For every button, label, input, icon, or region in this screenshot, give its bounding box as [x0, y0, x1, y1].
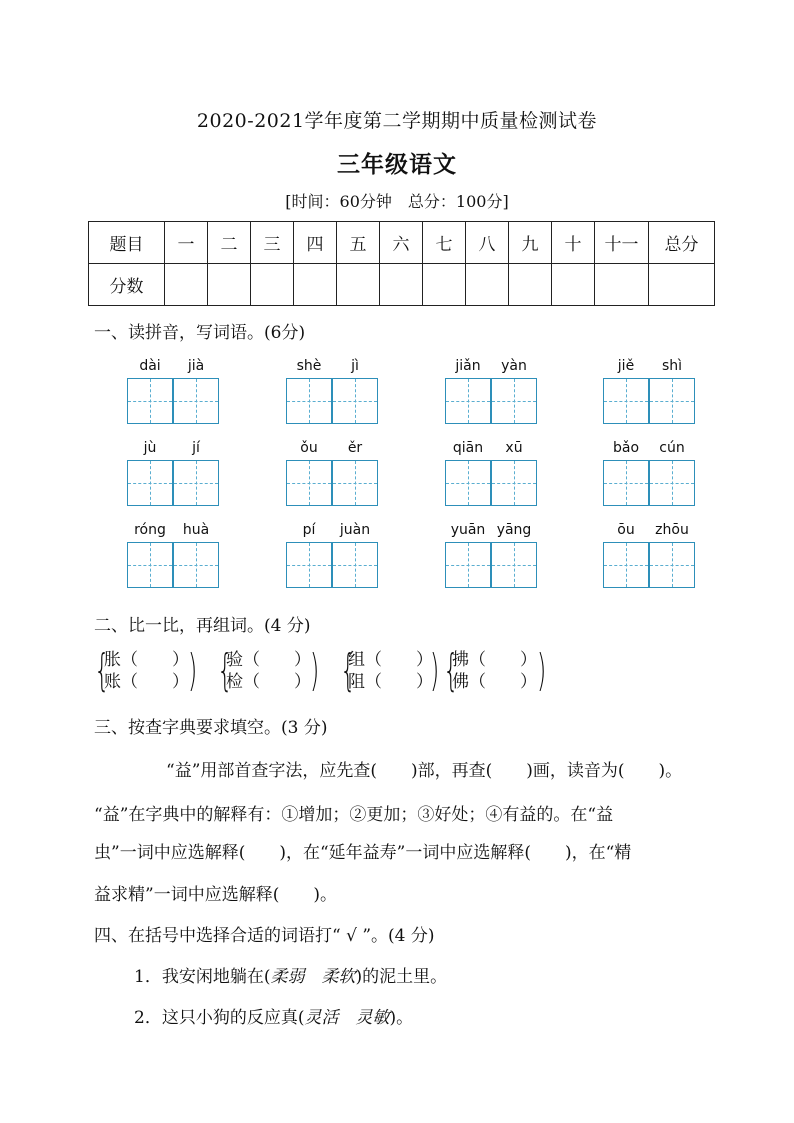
score-cell[interactable]: [509, 264, 552, 306]
pinyin-label: róng: [134, 522, 166, 538]
brace-right: ): [187, 645, 198, 696]
table-cell: 十一: [595, 222, 649, 264]
table-cell: 题目: [89, 222, 165, 264]
pinyin-label: zhōu: [655, 522, 689, 538]
compare-item[interactable]: 阻（ ）: [348, 672, 433, 692]
score-cell[interactable]: [337, 264, 380, 306]
item-number: 2．: [134, 1008, 162, 1028]
score-cell[interactable]: [208, 264, 251, 306]
section-3-line-1: “益”用部首查字法，应先查( )部，再查( )画，读音为( )。: [166, 761, 683, 781]
score-cell[interactable]: [251, 264, 294, 306]
table-cell: 一: [165, 222, 208, 264]
writing-box[interactable]: [445, 460, 491, 506]
score-cell[interactable]: [649, 264, 715, 306]
compare-item[interactable]: 胀（ ）: [104, 650, 189, 670]
pinyin-label: shè: [296, 358, 322, 374]
writing-box[interactable]: [445, 542, 491, 588]
compare-group-1: [104, 649, 189, 693]
table-cell: 总分: [649, 222, 715, 264]
writing-box[interactable]: [649, 378, 695, 424]
section-3-heading: 三、按查字典要求填空。(3 分): [94, 718, 328, 738]
pinyin-label: yāng: [496, 522, 532, 538]
score-table-header-row: [89, 222, 715, 264]
pinyin-label: ěr: [347, 440, 363, 456]
table-cell: 七: [423, 222, 466, 264]
section-3-line-2: “益”在字典中的解释有：①增加；②更加；③好处；④有益的。在“益: [94, 805, 614, 825]
score-cell[interactable]: [423, 264, 466, 306]
pinyin-label: yuān: [450, 522, 486, 538]
pinyin-label: huà: [182, 522, 210, 538]
writing-box[interactable]: [173, 460, 219, 506]
writing-box[interactable]: [332, 378, 378, 424]
writing-box[interactable]: [173, 378, 219, 424]
pinyin-label: jiǎn: [455, 358, 481, 374]
brace-left: {: [94, 645, 110, 696]
writing-box[interactable]: [445, 378, 491, 424]
table-cell: 十: [552, 222, 595, 264]
score-table-score-row: [89, 264, 715, 306]
table-cell: 四: [294, 222, 337, 264]
pinyin-label: xū: [505, 440, 523, 456]
writing-box[interactable]: [173, 542, 219, 588]
score-cell[interactable]: [165, 264, 208, 306]
compare-group-4: [452, 649, 537, 693]
section-3-line-3: 虫”一词中应选解释( )，在“延年益寿”一词中应选解释( )，在“精: [94, 843, 632, 863]
choice-item-2: [134, 1003, 413, 1028]
writing-box[interactable]: [649, 460, 695, 506]
table-cell: 二: [208, 222, 251, 264]
brace-right: ): [429, 645, 440, 696]
item-options[interactable]: 灵活 灵敏: [304, 1008, 390, 1028]
score-table: [88, 221, 715, 306]
item-text: 这只小狗的反应真(: [161, 1008, 305, 1028]
item-options[interactable]: 柔弱 柔软: [270, 967, 356, 987]
pinyin-label: cún: [659, 440, 685, 456]
table-cell: 五: [337, 222, 380, 264]
compare-item[interactable]: 检（ ）: [226, 672, 311, 692]
writing-box[interactable]: [332, 542, 378, 588]
pinyin-label: yàn: [501, 358, 527, 374]
score-cell[interactable]: [595, 264, 649, 306]
table-cell: 六: [380, 222, 423, 264]
writing-box[interactable]: [603, 378, 649, 424]
brace-left: {: [340, 645, 356, 696]
compare-item[interactable]: 验（ ）: [226, 650, 311, 670]
writing-box[interactable]: [332, 460, 378, 506]
writing-box[interactable]: [127, 378, 173, 424]
section-2-heading: 二、比一比，再组词。(4 分): [94, 616, 311, 636]
writing-box[interactable]: [649, 542, 695, 588]
table-cell: 九: [509, 222, 552, 264]
writing-box[interactable]: [603, 542, 649, 588]
compare-item[interactable]: 账（ ）: [104, 672, 189, 692]
compare-item[interactable]: 佛（ ）: [452, 672, 537, 692]
section-4-heading: 四、在括号中选择合适的词语打“ √ ”。(4 分): [94, 926, 435, 946]
score-cell[interactable]: [380, 264, 423, 306]
writing-box[interactable]: [127, 542, 173, 588]
item-text: )。: [389, 1008, 414, 1028]
score-cell[interactable]: [294, 264, 337, 306]
pinyin-label: jù: [143, 440, 157, 456]
writing-box[interactable]: [127, 460, 173, 506]
compare-group-2: [226, 649, 311, 693]
writing-box[interactable]: [286, 378, 332, 424]
pinyin-label: dài: [139, 358, 161, 374]
pinyin-label: ǒu: [300, 440, 318, 456]
compare-item[interactable]: 拂（ ）: [452, 650, 537, 670]
pinyin-label: jì: [351, 358, 359, 374]
writing-box[interactable]: [491, 460, 537, 506]
item-number: 1．: [134, 967, 162, 987]
brace-left: {: [443, 645, 459, 696]
writing-box[interactable]: [491, 378, 537, 424]
writing-box[interactable]: [286, 460, 332, 506]
subject-title: 三年级语文: [337, 151, 457, 178]
pinyin-label: jià: [187, 358, 205, 374]
brace-left: {: [217, 645, 233, 696]
table-cell: 八: [466, 222, 509, 264]
compare-group-3: [348, 649, 433, 693]
brace-right: ): [309, 645, 320, 696]
table-cell: 三: [251, 222, 294, 264]
pinyin-label: juàn: [339, 522, 371, 538]
writing-box[interactable]: [286, 542, 332, 588]
writing-box[interactable]: [603, 460, 649, 506]
pinyin-label: ōu: [617, 522, 635, 538]
pinyin-label: pí: [302, 522, 316, 538]
exam-title: 2020-2021学年度第二学期期中质量检测试卷: [196, 110, 598, 132]
compare-item[interactable]: 组（ ）: [348, 650, 433, 670]
table-cell: 分数: [89, 264, 165, 306]
section-3-line-4: 益求精”一词中应选解释( )。: [94, 885, 337, 905]
pinyin-label: shì: [661, 358, 683, 374]
section-1-heading: 一、读拼音，写词语。(6分): [94, 323, 306, 343]
writing-box[interactable]: [491, 542, 537, 588]
pinyin-label: jiě: [617, 358, 635, 374]
item-text: 我安闲地躺在(: [161, 967, 271, 987]
score-cell[interactable]: [466, 264, 509, 306]
score-cell[interactable]: [552, 264, 595, 306]
item-text: )的泥土里。: [355, 967, 448, 987]
pinyin-label: jí: [192, 440, 200, 456]
pinyin-label: bǎo: [612, 440, 640, 456]
choice-item-1: [134, 962, 447, 987]
pinyin-label: qiān: [452, 440, 484, 456]
time-info: [时间：60分钟 总分：100分]: [285, 192, 509, 211]
brace-right: ): [536, 645, 547, 696]
